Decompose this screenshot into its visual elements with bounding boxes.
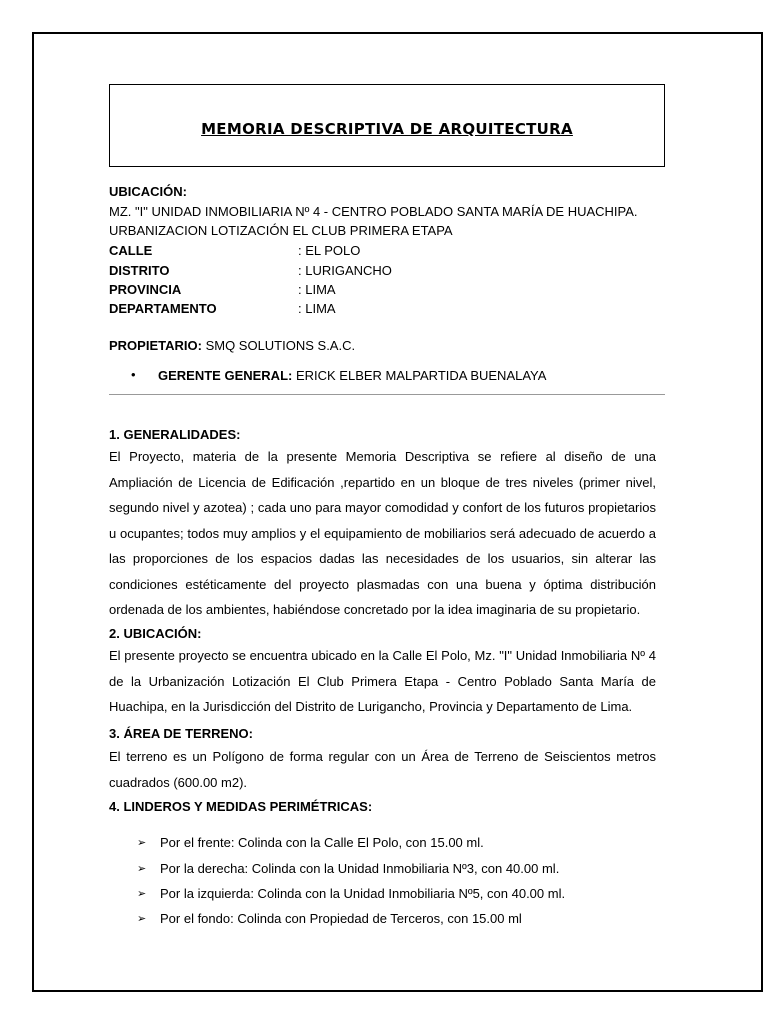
departamento-value: : LIMA <box>298 301 336 316</box>
provincia-value: : LIMA <box>298 282 336 297</box>
gerente-label: GERENTE GENERAL: <box>158 368 293 383</box>
bullet-dot: • <box>131 367 136 382</box>
ubicacion-line-1: MZ. "I" UNIDAD INMOBILIARIA Nº 4 - CENTRO POBLADO SANTA MARÍA DE HUACHIPA. <box>109 204 638 219</box>
arrow-bullet-icon: ➢ <box>137 888 147 900</box>
separator-line <box>109 394 665 395</box>
propietario-value: SMQ SOLUTIONS S.A.C. <box>205 338 356 353</box>
lindero-item: Por la izquierda: Colinda con la Unidad Inmobiliaria Nº5, con 40.00 ml. <box>160 886 566 901</box>
distrito-value: : LURIGANCHO <box>298 263 392 278</box>
section-1-text: El Proyecto, materia de la presente Memoria Descriptiva se refiere al diseño de una Ampliación de Licencia de Edificación ,repartido en un bloque de tres niveles (primer nivel, segundo nivel y azotea) ; cada uno para mayor comodidad y confort de los futuros propietarios u ocupantes; todos muy amplios y el equipamiento de mobiliarios será adecuado de acuerdo a las proporciones de los espacios dadas las necesidades de los usuarios, sin alterar las condiciones estéticamente del proyecto plasmadas con una buena y óptima distribución ordenada de los ambientes, habiéndose concretado por la idea imaginaria de su propietario. <box>109 449 656 617</box>
gerente-line <box>158 368 546 383</box>
section-4-heading: 4. LINDEROS Y MEDIDAS PERIMÉTRICAS: <box>109 799 373 814</box>
propietario-line <box>109 338 355 353</box>
provincia-label: PROVINCIA <box>109 282 182 297</box>
propietario-label: PROPIETARIO: <box>109 338 202 353</box>
arrow-bullet-icon: ➢ <box>137 863 147 875</box>
lindero-item: Por el fondo: Colinda con Propiedad de Terceros, con 15.00 ml <box>160 911 522 926</box>
section-2-text: El presente proyecto se encuentra ubicado en la Calle El Polo, Mz. "I" Unidad Inmobiliaria Nº 4 de la Urbanización Lotización El Club Primera Etapa - Centro Poblado Santa María de Huachipa, en la Jurisdicción del Distrito de Lurigancho, Provincia y Departamento de Lima. <box>109 648 656 714</box>
arrow-bullet-icon: ➢ <box>137 913 147 925</box>
section-3-heading: 3. ÁREA DE TERRENO: <box>109 726 253 741</box>
lindero-item: Por el frente: Colinda con la Calle El Polo, con 15.00 ml. <box>160 835 484 850</box>
document-title: MEMORIA DESCRIPTIVA DE ARQUITECTURA <box>201 120 573 138</box>
departamento-label: DEPARTAMENTO <box>109 301 217 316</box>
calle-label: CALLE <box>109 243 153 258</box>
gerente-value: ERICK ELBER MALPARTIDA BUENALAYA <box>295 368 547 383</box>
distrito-label: DISTRITO <box>109 263 170 278</box>
ubicacion-line-2: URBANIZACION LOTIZACIÓN EL CLUB PRIMERA ETAPA <box>109 223 453 238</box>
section-2-heading: 2. UBICACIÓN: <box>109 626 202 641</box>
section-3-text: El terreno es un Polígono de forma regular con un Área de Terreno de Seiscientos metros cuadrados (600.00 m2). <box>109 749 656 790</box>
lindero-item: Por la derecha: Colinda con la Unidad Inmobiliaria Nº3, con 40.00 ml. <box>160 861 560 876</box>
ubicacion-label: UBICACIÓN: <box>109 184 187 199</box>
arrow-bullet-icon: ➢ <box>137 837 147 849</box>
calle-value: : EL POLO <box>298 243 361 258</box>
section-1-heading: 1. GENERALIDADES: <box>109 427 241 442</box>
